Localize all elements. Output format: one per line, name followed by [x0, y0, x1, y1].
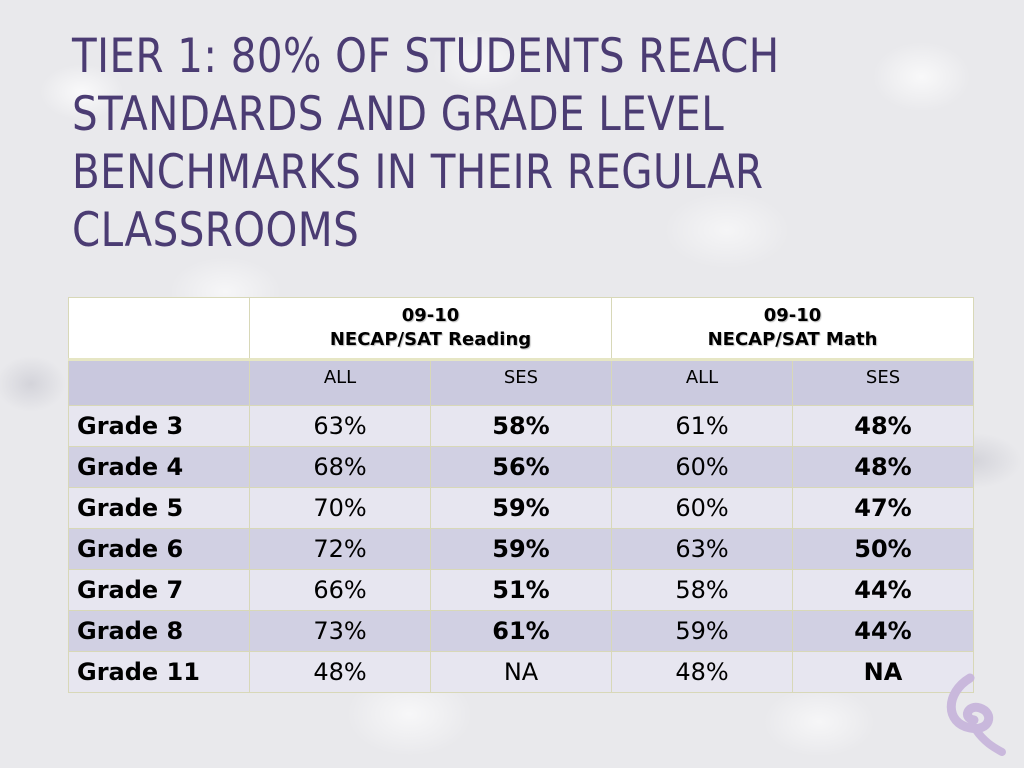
subheader-reading-all: ALL [250, 360, 431, 406]
reading-ses-value: 56% [431, 447, 612, 488]
math-ses-value: 44% [793, 611, 974, 652]
subheader-math-all: ALL [612, 360, 793, 406]
math-all-value: 48% [612, 652, 793, 693]
subheader-corner-cell [69, 360, 250, 406]
reading-ses-value: NA [431, 652, 612, 693]
math-all-value: 60% [612, 447, 793, 488]
reading-ses-value: 59% [431, 529, 612, 570]
math-all-value: 59% [612, 611, 793, 652]
table-row [69, 570, 974, 611]
math-ses-value: 48% [793, 447, 974, 488]
subheader-reading-ses: SES [431, 360, 612, 406]
math-ses-value: 44% [793, 570, 974, 611]
reading-all-value: 66% [250, 570, 431, 611]
math-all-value: 58% [612, 570, 793, 611]
header-corner-cell [69, 298, 250, 360]
table-row [69, 488, 974, 529]
math-ses-value: 48% [793, 406, 974, 447]
math-all-value: 61% [612, 406, 793, 447]
reading-all-value: 68% [250, 447, 431, 488]
math-ses-value: 47% [793, 488, 974, 529]
reading-all-value: 70% [250, 488, 431, 529]
table-row [69, 529, 974, 570]
reading-ses-value: 59% [431, 488, 612, 529]
math-all-value: 63% [612, 529, 793, 570]
reading-all-value: 63% [250, 406, 431, 447]
grade-label: Grade 3 [69, 406, 250, 447]
grade-label: Grade 5 [69, 488, 250, 529]
math-ses-value: 50% [793, 529, 974, 570]
table-row [69, 406, 974, 447]
math-all-value: 60% [612, 488, 793, 529]
math-test-name: NECAP/SAT Math [707, 329, 878, 350]
reading-year: 09-10 [401, 305, 460, 326]
table-row [69, 447, 974, 488]
table-row [69, 611, 974, 652]
slide-title: TIER 1: 80% OF STUDENTS REACH STANDARDS AND GRADE LEVEL BENCHMARKS IN THEIR REGULAR CLASSROOMS [72, 29, 780, 258]
table-subheader-row [69, 360, 974, 406]
subheader-math-ses: SES [793, 360, 974, 406]
reading-ses-value: 58% [431, 406, 612, 447]
swirl-ornament-icon [940, 668, 1010, 758]
math-group-header [612, 298, 974, 360]
reading-all-value: 73% [250, 611, 431, 652]
reading-test-name: NECAP/SAT Reading [329, 329, 532, 350]
table-group-header-row [69, 298, 974, 360]
math-year: 09-10 [763, 305, 822, 326]
table-row [69, 652, 974, 693]
reading-all-value: 48% [250, 652, 431, 693]
grade-label: Grade 8 [69, 611, 250, 652]
math-ses-value: NA [793, 652, 974, 693]
reading-ses-value: 51% [431, 570, 612, 611]
results-table [68, 297, 974, 693]
reading-group-header [250, 298, 612, 360]
reading-all-value: 72% [250, 529, 431, 570]
grade-label: Grade 6 [69, 529, 250, 570]
grade-label: Grade 7 [69, 570, 250, 611]
grade-label: Grade 11 [69, 652, 250, 693]
reading-ses-value: 61% [431, 611, 612, 652]
grade-label: Grade 4 [69, 447, 250, 488]
